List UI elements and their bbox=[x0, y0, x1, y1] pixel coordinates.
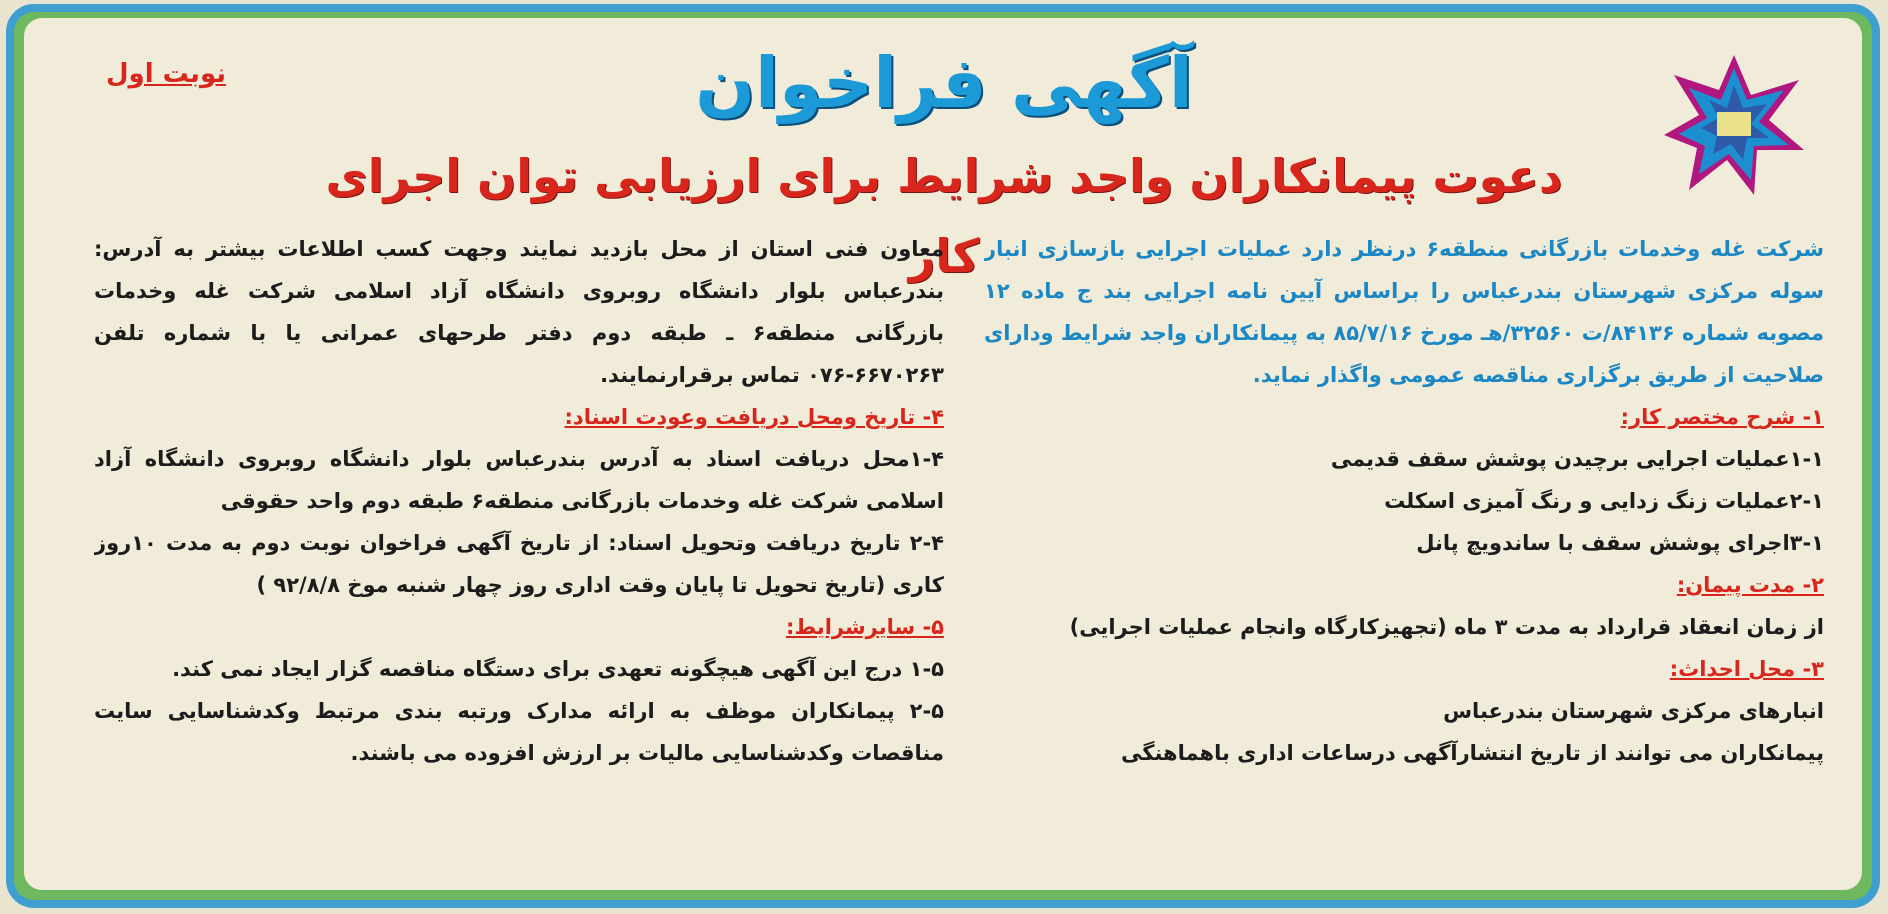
left-column bbox=[94, 228, 944, 890]
section4-item: ۱-۴محل دریافت اسناد به آدرس بندرعباس بلوار دانشگاه روبروی دانشگاه آزاد اسلامی شرکت غله وخدمات بازرگانی منطقه۶ طبقه دوم واحد حقوقی bbox=[94, 447, 944, 513]
section5-heading: ۵- سایرشرایط: bbox=[785, 615, 944, 639]
intro-paragraph: شرکت غله وخدمات بازرگانی منطقه۶ درنظر دارد عملیات اجرایی بازسازی انبار سوله مرکزی شهرستان بندرعباس را براساس آیین نامه اجرایی بند ج ماده ۱۲ مصوبه شماره ۸۴۱۳۶/ت ۳۲۵۶۰/هـ مورخ ۸۵/۷/۱۶ به پیمانکاران واجد شرایط ودارای صلاحیت از طریق برگزاری مناقصه عمومی واگذار نماید. bbox=[984, 237, 1824, 387]
notice-subtitle: دعوت پیمانکاران واجد شرایط برای ارزیابی توان اجرای کار bbox=[325, 149, 1563, 283]
section5-item: ۱-۵ درج این آگهی هیچگونه تعهدی برای دستگاه مناقصه گزار ایجاد نمی کند. bbox=[172, 657, 944, 681]
section5-item: ۲-۵ پیمانکاران موظف به ارائه مدارک ورتبه بندی مرتبط وکدشناسایی سایت مناقصات وکدشناسایی مالیات بر ارزش افزوده می باشند. bbox=[94, 699, 944, 765]
section1-item: ۳-۱اجرای پوشش سقف با ساندویچ پانل bbox=[1416, 531, 1824, 555]
section1-item: ۱-۱عملیات اجرایی برچیدن پوشش سقف قدیمی bbox=[1330, 447, 1824, 471]
continuation-paragraph: معاون فنی استان از محل بازدید نمایند وجهت کسب اطلاعات بیشتر به آدرس: بندرعباس بلوار دانشگاه روبروی دانشگاه آزاد اسلامی شرکت غله وخدمات بازرگانی منطقه۶ ـ طبقه دوم دفتر طرحهای عمرانی یا با شماره تلفن ۶۶۷۰۲۶۳-۰۷۶ تماس برقرارنمایند. bbox=[94, 237, 944, 387]
section3-text: انبارهای مرکزی شهرستان بندرعباس bbox=[1443, 699, 1824, 723]
section4-heading: ۴- تاریخ ومحل دریافت وعودت اسناد: bbox=[564, 405, 944, 429]
notice-title: آگهی فراخوان bbox=[695, 42, 1193, 124]
section2-text: از زمان انعقاد قرارداد به مدت ۳ ماه (تجهیزکارگاه وانجام عملیات اجرایی) bbox=[1069, 615, 1824, 639]
closing-text: پیمانکاران می توانند از تاریخ انتشارآگهی درساعات اداری باهماهنگی bbox=[1120, 741, 1824, 765]
notice-paper bbox=[24, 18, 1862, 890]
section1-item: ۲-۱عملیات زنگ زدایی و رنگ آمیزی اسکلت bbox=[1384, 489, 1824, 513]
insertion-badge: نوبت اول bbox=[105, 59, 227, 89]
section3-heading: ۳- محل احداث: bbox=[1669, 657, 1824, 681]
section2-heading: ۲- مدت پیمان: bbox=[1676, 573, 1824, 597]
section4-item: ۲-۴ تاریخ دریافت وتحویل اسناد: از تاریخ آگهی فراخوان نوبت دوم به مدت ۱۰روز کاری (تاریخ تحویل تا پایان وقت اداری روز چهار شنبه موخ ۹۲/۸/۸ ) bbox=[94, 531, 944, 597]
section1-heading: ۱- شرح مختصر کار: bbox=[1620, 405, 1824, 429]
company-logo-icon bbox=[1659, 50, 1809, 200]
right-column bbox=[984, 228, 1824, 890]
notice-frame bbox=[6, 4, 1880, 908]
